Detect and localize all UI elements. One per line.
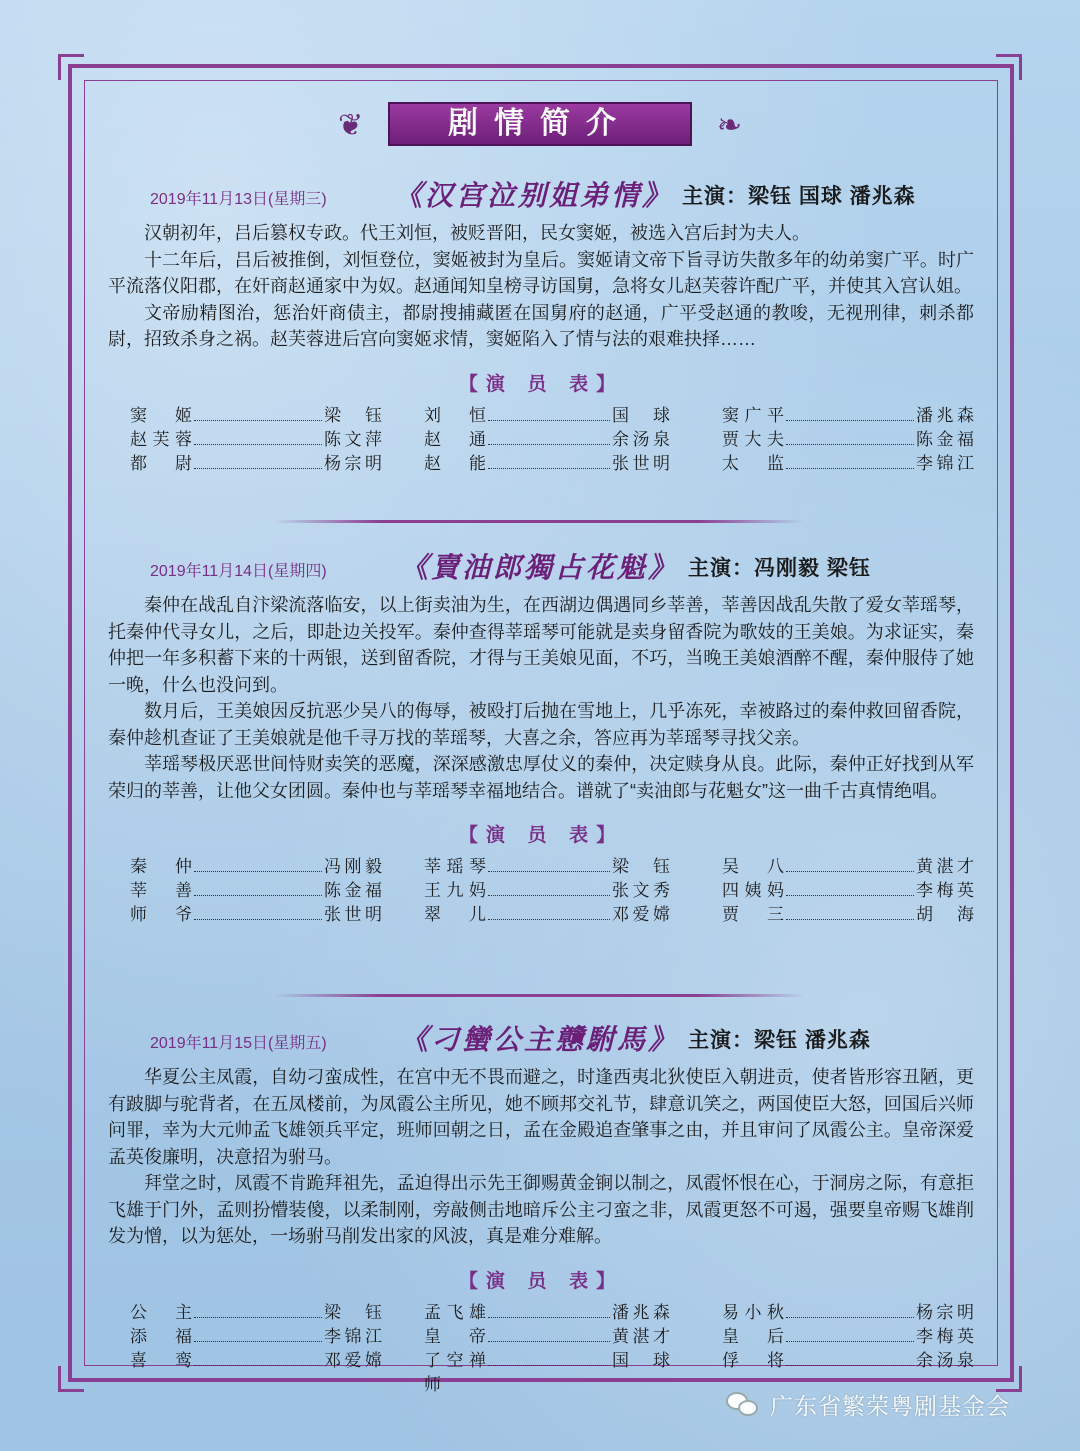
wechat-icon (726, 1390, 762, 1418)
role-name: 四姨妈 (722, 881, 784, 901)
synopsis-paragraph: 汉朝初年，吕后篡权专政。代王刘恒，被贬晋阳，民女窦姬，被选入宫后封为夫人。 (144, 223, 810, 243)
frame-corner-ornament (996, 54, 1022, 80)
leader-dots (488, 1340, 610, 1342)
role-name: 贾三 (722, 905, 784, 925)
cast-entry (700, 1301, 974, 1325)
performance-date: 2019年11月13日(星期三) (150, 191, 327, 208)
actor-name: 李锦江 (916, 453, 974, 474)
actor-name: 梁钰 (612, 857, 670, 877)
leader-dots (488, 918, 610, 920)
synopsis-paragraph: 十二年后，吕后被推倒，刘恒登位，窦姬被封为皇后。窦姬请文帝下旨寻访失散多年的幼弟窦广平。时广平流落仪阳郡，在奸商赵通家中为奴。赵通闻知皇榜寻访国舅，急将女儿赵芙蓉许配广平，并使其入宫认姐。 (108, 249, 974, 296)
leader-dots (194, 1340, 322, 1342)
actor-name: 张世明 (324, 905, 382, 925)
cast-entry (700, 855, 974, 879)
leader-dots (194, 467, 322, 469)
cast-entry (108, 903, 404, 927)
leader-dots (786, 1340, 914, 1342)
leader-dots (488, 443, 610, 445)
leader-dots (786, 894, 914, 896)
role-name: 贾大夫 (722, 429, 784, 450)
lead-actors: 主演：冯刚毅 梁钰 (688, 557, 871, 580)
performance-date: 2019年11月14日(星期四) (150, 563, 327, 580)
role-name: 喜鸾 (130, 1350, 192, 1371)
actor-name: 黄湛才 (612, 1326, 670, 1347)
actor-name: 冯刚毅 (324, 857, 382, 877)
cast-entry (700, 879, 974, 903)
leader-dots (786, 1364, 914, 1366)
cast-entry (404, 1349, 700, 1397)
leader-dots (194, 870, 322, 872)
frame-corner-ornament (58, 1366, 84, 1392)
cast-list (108, 1301, 974, 1397)
leader-dots (786, 918, 914, 920)
cast-entry (404, 404, 700, 428)
role-name: 赵通 (424, 429, 486, 450)
actor-name: 国球 (612, 405, 670, 426)
actor-name: 潘兆森 (612, 1302, 670, 1323)
actor-name: 邓爱嫦 (612, 905, 670, 925)
actor-name: 杨宗明 (916, 1302, 974, 1323)
scroll-ornament-icon: ❦ (338, 108, 364, 143)
actor-name: 陈金福 (916, 429, 974, 450)
cast-entry (404, 428, 700, 452)
role-name: 窦姬 (130, 405, 192, 426)
actor-name: 杨宗明 (324, 453, 382, 474)
role-name: 师爷 (130, 905, 192, 925)
cast-entry (108, 404, 404, 428)
leader-dots (194, 1364, 322, 1366)
cast-entry (700, 404, 974, 428)
role-name: 添福 (130, 1326, 192, 1347)
leader-dots (488, 467, 610, 469)
footer-watermark (726, 1386, 1010, 1422)
cast-entry (108, 1349, 404, 1397)
role-name: 窦广平 (722, 405, 784, 426)
leader-dots (488, 870, 610, 872)
scroll-ornament-icon: ❧ (716, 108, 742, 143)
play-title: 《賣油郎獨占花魁》 (400, 551, 680, 584)
actor-name: 梁钰 (324, 1302, 382, 1323)
actor-name: 李锦江 (324, 1326, 382, 1347)
cast-entry (108, 1325, 404, 1349)
play-section-3 (108, 1018, 974, 1397)
role-name: 莘瑶琴 (424, 857, 486, 877)
play-header (108, 1018, 974, 1058)
section-divider (274, 994, 804, 997)
cast-entry (108, 428, 404, 452)
cast-entry (700, 428, 974, 452)
cast-entry (700, 903, 974, 927)
role-name: 孟飞雄 (424, 1302, 486, 1323)
role-name: 翠儿 (424, 905, 486, 925)
role-name: 赵芙蓉 (130, 429, 192, 450)
actor-name: 邓爱嫦 (324, 1350, 382, 1371)
frame-corner-ornament (58, 54, 84, 80)
cast-list-heading: 【演 员 表】 (458, 824, 624, 846)
role-name: 俘将 (722, 1350, 784, 1371)
actor-name: 余汤泉 (916, 1350, 974, 1371)
role-name: 吴八 (722, 857, 784, 877)
section-divider (274, 520, 804, 523)
lead-actors: 主演：梁钰 国球 潘兆森 (682, 185, 916, 208)
leader-dots (194, 918, 322, 920)
role-name: 了空禅师 (424, 1350, 486, 1395)
actor-name: 梁钰 (324, 405, 382, 426)
cast-list-heading: 【演 员 表】 (458, 1269, 624, 1292)
leader-dots (786, 870, 914, 872)
leader-dots (488, 419, 610, 421)
cast-entry (404, 1301, 700, 1325)
actor-name: 李梅英 (916, 881, 974, 901)
role-name: 皇帝 (424, 1326, 486, 1347)
synopsis-paragraph: 莘瑶琴极厌恶世间恃财卖笑的恶魔，深深感激忠厚仗义的秦仲，决定赎身从良。此际，秦仲正好找到从军荣归的莘善，让他父女团圆。秦仲也与莘瑶琴幸福地结合。谱就了“卖油郎与花魁女”这一曲千古真情绝唱。 (108, 754, 974, 801)
synopsis (108, 220, 974, 353)
leader-dots (786, 1316, 914, 1318)
cast-entry (404, 879, 700, 903)
cast-entry (108, 879, 404, 903)
cast-entry (700, 452, 974, 476)
leader-dots (194, 1316, 322, 1318)
role-name: 都尉 (130, 453, 192, 474)
role-name: 皇后 (722, 1326, 784, 1347)
leader-dots (194, 894, 322, 896)
role-name: 王九妈 (424, 881, 486, 901)
cast-entry (108, 452, 404, 476)
actor-name: 李梅英 (916, 1326, 974, 1347)
cast-list-heading: 【演 员 表】 (458, 372, 624, 395)
actor-name: 胡海 (916, 905, 974, 925)
play-section-2 (108, 546, 974, 927)
play-section-1 (108, 174, 974, 476)
leader-dots (194, 419, 322, 421)
leader-dots (786, 443, 914, 445)
page-title: 剧情简介 (388, 102, 692, 146)
cast-entry (108, 855, 404, 879)
cast-list (108, 404, 974, 476)
cast-entry (404, 903, 700, 927)
organization-name: 广东省繁荣粤剧基金会 (770, 1392, 1010, 1419)
actor-name: 余汤泉 (612, 429, 670, 450)
synopsis-paragraph: 秦仲在战乱自汴梁流落临安，以上街卖油为生，在西湖边偶遇同乡莘善，莘善因战乱失散了爱女莘瑶琴，托秦仲代寻女儿，之后，即赴边关投军。秦仲查得莘瑶琴可能就是卖身留香院为歌妓的王美娘。为求证实，秦仲把一年多积蓄下来的十两银，送到留香院，才得与王美娘见面，不巧，当晚王美娘酒醉不醒，秦仲服侍了她一晚，什么也没问到。 (108, 595, 974, 695)
actor-name: 张文秀 (612, 881, 670, 901)
actor-name: 陈文萍 (324, 429, 382, 450)
leader-dots (786, 419, 914, 421)
play-title: 《汉宫泣别姐弟情》 (394, 179, 674, 212)
cast-entry (108, 1301, 404, 1325)
role-name: 公主 (130, 1302, 192, 1323)
play-header (108, 174, 974, 214)
actor-name: 陈金福 (324, 881, 382, 901)
actor-name: 张世明 (612, 453, 670, 474)
leader-dots (488, 1364, 610, 1366)
play-header (108, 546, 974, 586)
synopsis-paragraph: 数月后，王美娘因反抗恶少吴八的侮辱，被殴打后抛在雪地上，几乎冻死，幸被路过的秦仲救回留香院，秦仲趁机查证了王美娘就是他千寻万找的莘瑶琴，大喜之余，答应再为莘瑶琴寻找父亲。 (108, 701, 974, 748)
performance-date: 2019年11月15日(星期五) (150, 1035, 327, 1052)
title-banner (338, 102, 742, 148)
synopsis (108, 1064, 974, 1250)
leader-dots (488, 1316, 610, 1318)
cast-entry (404, 855, 700, 879)
synopsis-paragraph: 文帝励精图治，惩治奸商债主，都尉搜捕藏匿在国舅府的赵通，广平受赵通的教唆，无视刑律，刺杀都尉，招致杀身之祸。赵芙蓉进后宫向窦姬求情，窦姬陷入了情与法的艰难抉择…… (108, 302, 974, 349)
cast-entry (404, 452, 700, 476)
synopsis (108, 592, 974, 804)
leader-dots (786, 467, 914, 469)
cast-entry (700, 1325, 974, 1349)
actor-name: 潘兆森 (916, 405, 974, 426)
lead-actors: 主演：梁钰 潘兆森 (688, 1029, 871, 1052)
role-name: 莘善 (130, 881, 192, 901)
role-name: 秦仲 (130, 857, 192, 877)
role-name: 赵能 (424, 453, 486, 474)
cast-list (108, 855, 974, 927)
play-title: 《刁蠻公主戇駙馬》 (400, 1023, 680, 1056)
leader-dots (488, 894, 610, 896)
actor-name: 国球 (612, 1350, 670, 1371)
cast-entry (404, 1325, 700, 1349)
role-name: 太监 (722, 453, 784, 474)
synopsis-paragraph: 华夏公主凤霞，自幼刁蛮成性，在宫中无不畏而避之，时逢西夷北狄使臣入朝进贡，使者皆形容丑陋，更有跛脚与驼背者，在五凤楼前，为凤霞公主所见，她不顾邦交礼节，肆意讥笑之，两国使臣大怒，回国后兴师问罪，幸为大元帅孟飞雄领兵平定，班师回朝之日，孟在金殿追查肇事之由，并且审问了凤霞公主。皇帝深爱孟英俊廉明，决意招为驸马。 (108, 1067, 974, 1167)
role-name: 刘恒 (424, 405, 486, 426)
actor-name: 黄湛才 (916, 857, 974, 877)
synopsis-paragraph: 拜堂之时，凤霞不肯跪拜祖先，孟迫得出示先王御赐黄金锏以制之，凤霞怀恨在心，于洞房之际，有意拒飞雄于门外，孟则扮懵装傻，以柔制刚，旁敲侧击地暗斥公主刁蛮之非，凤霞更怒不可遏，强要皇帝赐飞雄削发为憎，以为惩处，一场驸马削发出家的风波，真是难分难解。 (108, 1173, 974, 1246)
role-name: 易小秋 (722, 1302, 784, 1323)
leader-dots (194, 443, 322, 445)
